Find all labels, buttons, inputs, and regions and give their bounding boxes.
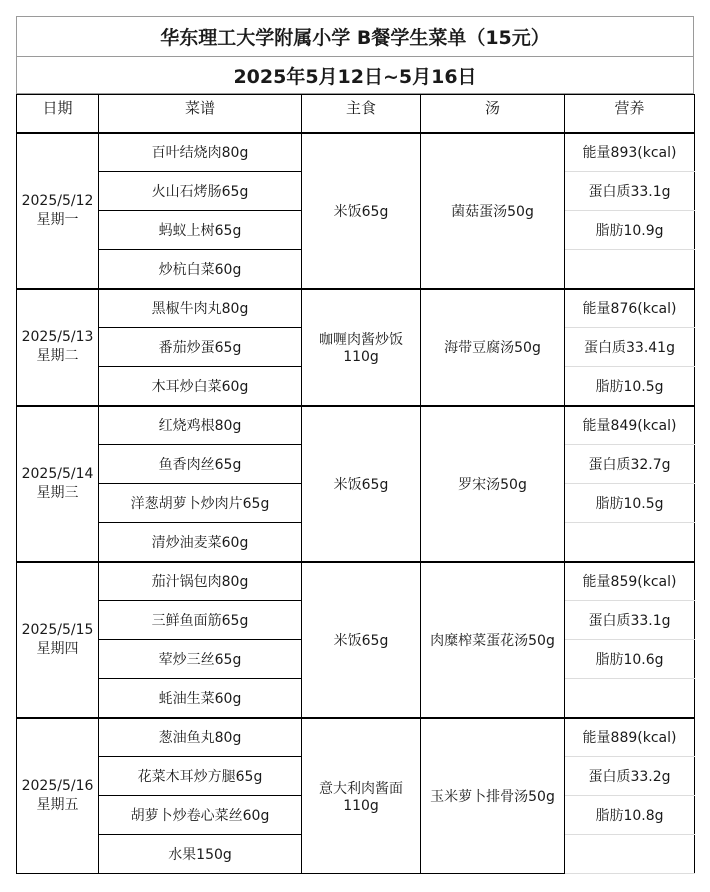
date-cell: [17, 133, 99, 289]
dish-cell: 胡萝卜炒卷心菜丝60g: [99, 796, 302, 835]
fat-cell: 脂肪10.9g: [565, 211, 695, 250]
energy-cell: 能量859(kcal): [565, 562, 695, 601]
dish-cell: 荤炒三丝65g: [99, 640, 302, 679]
table-row: [17, 133, 695, 172]
staple-cell: 米饭65g: [302, 133, 421, 289]
date-cell: [17, 406, 99, 562]
protein-cell: 蛋白质33.41g: [565, 328, 695, 367]
staple-cell: 意大利肉酱面110g: [302, 718, 421, 874]
table-row: [17, 406, 695, 445]
weekday: 星期四: [36, 640, 79, 657]
dish-cell: 鱼香肉丝65g: [99, 445, 302, 484]
dish-cell: 葱油鱼丸80g: [99, 718, 302, 757]
dish-cell: 蚝油生菜60g: [99, 679, 302, 718]
table-row: [17, 289, 695, 328]
nutrition-empty-cell: [565, 523, 695, 562]
week-range: 2025年5月12日~5月16日: [16, 56, 694, 94]
date: 2025/5/15: [21, 621, 94, 638]
nutrition-empty-cell: [565, 250, 695, 289]
weekday: 星期三: [36, 484, 79, 501]
header-date: 日期: [17, 95, 99, 133]
staple-cell: 米饭65g: [302, 562, 421, 718]
menu-title: 华东理工大学附属小学 B餐学生菜单（15元）: [16, 16, 694, 56]
header-row: [17, 95, 695, 133]
energy-cell: 能量849(kcal): [565, 406, 695, 445]
header-dishes: 菜谱: [99, 95, 302, 133]
weekday: 星期五: [36, 796, 79, 813]
header-soup: 汤: [421, 95, 565, 133]
dish-cell: 洋葱胡萝卜炒肉片65g: [99, 484, 302, 523]
dish-cell: 三鲜鱼面筋65g: [99, 601, 302, 640]
soup-cell: 海带豆腐汤50g: [421, 289, 565, 406]
nutrition-empty-cell: [565, 679, 695, 718]
dish-cell: 火山石烤肠65g: [99, 172, 302, 211]
header-nutrition: 营养: [565, 95, 695, 133]
dish-cell: 清炒油麦菜60g: [99, 523, 302, 562]
table-row: [17, 562, 695, 601]
fat-cell: 脂肪10.5g: [565, 367, 695, 406]
soup-cell: 肉糜榨菜蛋花汤50g: [421, 562, 565, 718]
dish-cell: 番茄炒蛋65g: [99, 328, 302, 367]
date: 2025/5/16: [21, 777, 94, 794]
date-cell: [17, 562, 99, 718]
date-cell: [17, 718, 99, 874]
soup-cell: 玉米萝卜排骨汤50g: [421, 718, 565, 874]
staple-cell: 咖喱肉酱炒饭110g: [302, 289, 421, 406]
dish-cell: 红烧鸡根80g: [99, 406, 302, 445]
fat-cell: 脂肪10.8g: [565, 796, 695, 835]
dish-cell: 木耳炒白菜60g: [99, 367, 302, 406]
dish-cell: 水果150g: [99, 835, 302, 874]
date: 2025/5/13: [21, 329, 94, 345]
dish-cell: 百叶结烧肉80g: [99, 133, 302, 172]
date: 2025/5/14: [21, 465, 94, 482]
table-row: [17, 718, 695, 757]
soup-cell: 罗宋汤50g: [421, 406, 565, 562]
dish-cell: 茄汁锅包肉80g: [99, 562, 302, 601]
menu-table: [16, 94, 695, 874]
protein-cell: 蛋白质33.1g: [565, 601, 695, 640]
protein-cell: 蛋白质32.7g: [565, 445, 695, 484]
dish-cell: 花菜木耳炒方腿65g: [99, 757, 302, 796]
fat-cell: 脂肪10.5g: [565, 484, 695, 523]
weekday: 星期一: [36, 211, 79, 228]
energy-cell: 能量876(kcal): [565, 289, 695, 328]
dish-cell: 黑椒牛肉丸80g: [99, 289, 302, 328]
dish-cell: 炒杭白菜60g: [99, 250, 302, 289]
protein-cell: 蛋白质33.1g: [565, 172, 695, 211]
energy-cell: 能量893(kcal): [565, 133, 695, 172]
weekday: 星期二: [36, 348, 79, 364]
protein-cell: 蛋白质33.2g: [565, 757, 695, 796]
fat-cell: 脂肪10.6g: [565, 640, 695, 679]
date-cell: [17, 289, 99, 406]
header-staple: 主食: [302, 95, 421, 133]
nutrition-empty-cell: [565, 835, 695, 874]
date: 2025/5/12: [21, 192, 94, 209]
staple-cell: 米饭65g: [302, 406, 421, 562]
dish-cell: 蚂蚁上树65g: [99, 211, 302, 250]
energy-cell: 能量889(kcal): [565, 718, 695, 757]
soup-cell: 菌菇蛋汤50g: [421, 133, 565, 289]
